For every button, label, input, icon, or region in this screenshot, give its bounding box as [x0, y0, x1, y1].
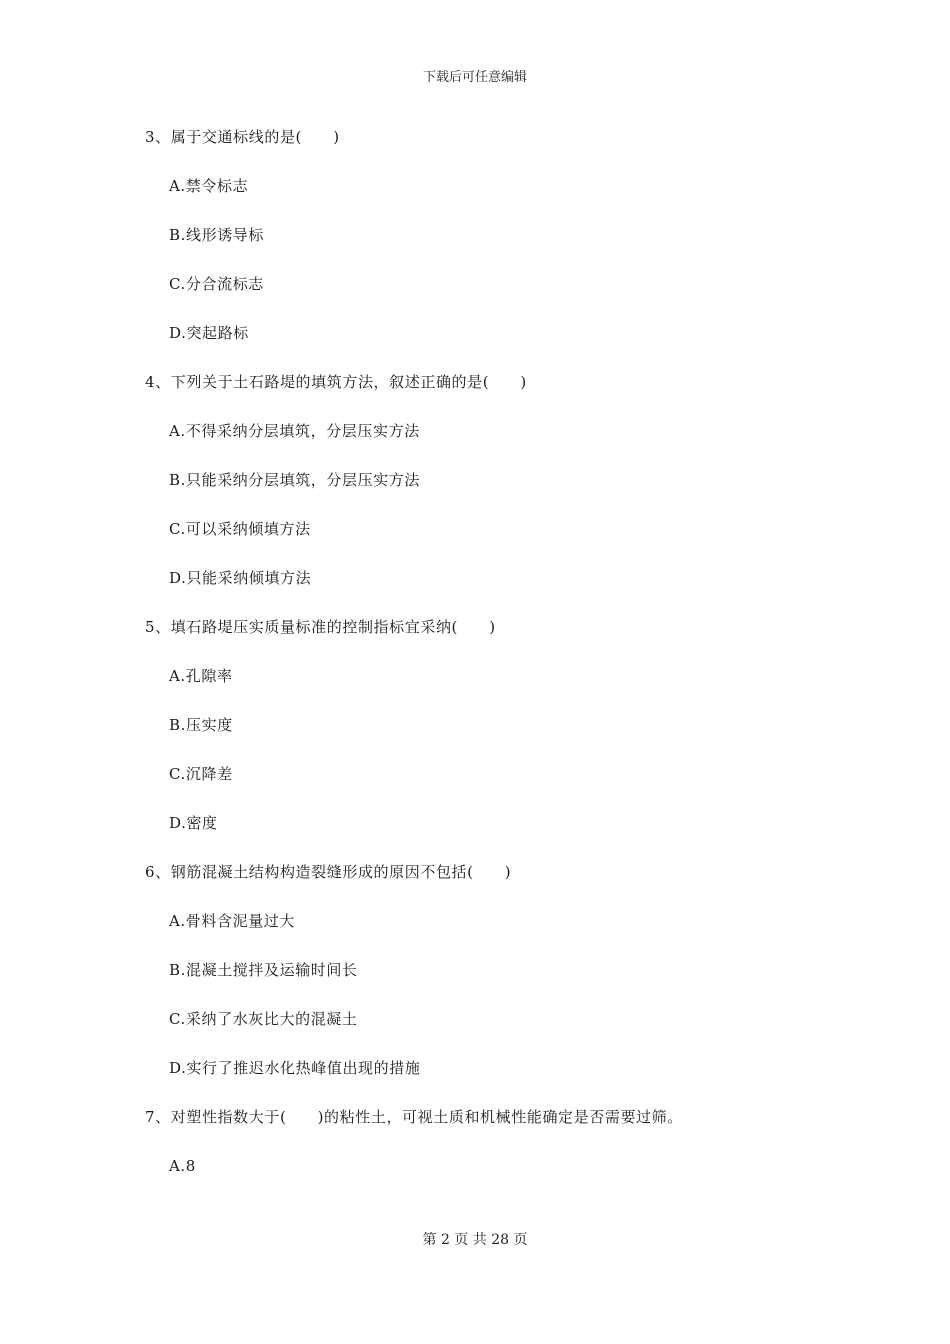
answer-option: A.8 [169, 1157, 196, 1175]
answer-option: D.实行了推迟水化热峰值出现的措施 [169, 1059, 421, 1077]
answer-option: A.骨料含泥量过大 [169, 912, 296, 930]
header-note: 下载后可任意编辑 [422, 70, 527, 85]
answer-option: C.沉降差 [169, 765, 233, 783]
answer-option: B.压实度 [169, 716, 233, 734]
question-stem: 7、对塑性指数大于( )的粘性土，可视土质和机械性能确定是否需要过筛。 [145, 1108, 683, 1126]
page-number: 第 2 页 共 28 页 [422, 1232, 528, 1248]
answer-option: C.分合流标志 [169, 275, 264, 293]
answer-option: D.密度 [169, 814, 218, 832]
answer-option: D.突起路标 [169, 324, 249, 342]
answer-option: D.只能采纳倾填方法 [169, 569, 312, 587]
answer-option: B.混凝土搅拌及运输时间长 [169, 961, 358, 979]
question-list [0, 122, 950, 1200]
answer-option: B.只能采纳分层填筑，分层压实方法 [169, 471, 420, 489]
question-stem: 6、钢筋混凝土结构构造裂缝形成的原因不包括( ) [145, 863, 512, 881]
answer-option: C.采纳了水灰比大的混凝土 [169, 1010, 358, 1028]
answer-option: A.不得采纳分层填筑，分层压实方法 [169, 422, 420, 440]
question-stem: 5、填石路堤压实质量标准的控制指标宜采纳( ) [145, 618, 496, 636]
answer-option: B.线形诱导标 [169, 226, 264, 244]
answer-option: C.可以采纳倾填方法 [169, 520, 311, 538]
answer-option: A.禁令标志 [169, 177, 249, 195]
question-stem: 4、下列关于土石路堤的填筑方法，叙述正确的是( ) [145, 373, 527, 391]
answer-option: A.孔隙率 [169, 667, 233, 685]
question-stem: 3、属于交通标线的是( ) [145, 128, 340, 146]
